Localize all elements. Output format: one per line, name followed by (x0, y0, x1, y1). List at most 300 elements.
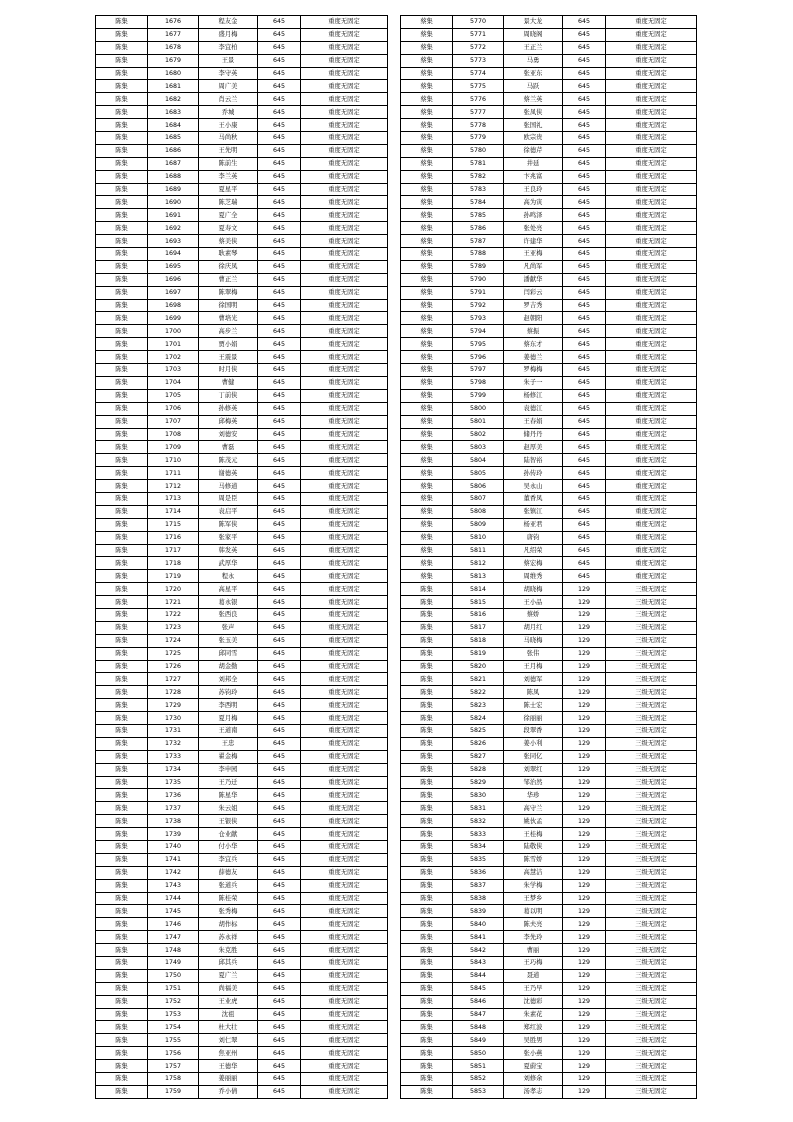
name-cell: 夏星平 (199, 183, 258, 196)
name-cell: 肖云兰 (199, 93, 258, 106)
town-cell: 陈集 (401, 828, 453, 841)
category-cell: 三级无固定 (606, 1047, 697, 1060)
town-cell: 陈集 (96, 364, 148, 377)
table-row (96, 428, 388, 441)
town-cell: 蔡集 (401, 441, 453, 454)
serial-number-cell: 1685 (148, 132, 199, 145)
amount-cell: 645 (563, 544, 606, 557)
name-cell: 王景 (199, 54, 258, 67)
amount-cell: 645 (258, 995, 301, 1008)
category-cell: 重度无固定 (301, 1021, 388, 1034)
serial-number-cell: 5845 (453, 982, 504, 995)
town-cell: 蔡集 (401, 67, 453, 80)
category-cell: 重度无固定 (301, 866, 388, 879)
amount-cell: 645 (563, 28, 606, 41)
table-row (401, 132, 697, 145)
table-row (96, 634, 388, 647)
category-cell: 重度无固定 (301, 931, 388, 944)
town-cell: 陈集 (401, 776, 453, 789)
name-cell: 周晓阁 (504, 28, 563, 41)
table-row (96, 969, 388, 982)
name-cell: 盛月梅 (199, 28, 258, 41)
name-cell: 张处亮 (504, 222, 563, 235)
amount-cell: 645 (258, 1060, 301, 1073)
amount-cell: 645 (258, 763, 301, 776)
table-row (96, 312, 388, 325)
serial-number-cell: 5821 (453, 673, 504, 686)
category-cell: 重度无固定 (301, 621, 388, 634)
amount-cell: 129 (563, 853, 606, 866)
town-cell: 陈集 (96, 132, 148, 145)
town-cell: 陈集 (96, 583, 148, 596)
table-row (96, 93, 388, 106)
amount-cell: 645 (563, 480, 606, 493)
serial-number-cell: 5816 (453, 608, 504, 621)
serial-number-cell: 5823 (453, 699, 504, 712)
name-cell: 徐庆凤 (199, 260, 258, 273)
table-row (96, 750, 388, 763)
category-cell: 重度无固定 (301, 286, 388, 299)
amount-cell: 645 (258, 351, 301, 364)
town-cell: 陈集 (96, 235, 148, 248)
name-cell: 张秀梅 (199, 905, 258, 918)
category-cell: 重度无固定 (606, 286, 697, 299)
amount-cell: 645 (258, 273, 301, 286)
table-row (401, 879, 697, 892)
name-cell: 马勇 (504, 54, 563, 67)
category-cell: 重度无固定 (301, 969, 388, 982)
table-row (96, 119, 388, 132)
serial-number-cell: 1682 (148, 93, 199, 106)
table-row (401, 428, 697, 441)
name-cell: 沈祖 (199, 1008, 258, 1021)
category-cell: 重度无固定 (301, 16, 388, 29)
town-cell: 陈集 (96, 866, 148, 879)
town-cell: 蔡集 (401, 299, 453, 312)
town-cell: 陈集 (96, 1034, 148, 1047)
name-cell: 贾小娟 (199, 338, 258, 351)
name-cell: 姜小利 (504, 737, 563, 750)
category-cell: 三级无固定 (606, 1085, 697, 1098)
serial-number-cell: 1748 (148, 944, 199, 957)
name-cell: 胡月红 (504, 621, 563, 634)
table-row (96, 170, 388, 183)
category-cell: 三级无固定 (606, 712, 697, 725)
amount-cell: 645 (258, 415, 301, 428)
town-cell: 蔡集 (401, 170, 453, 183)
amount-cell: 645 (258, 1021, 301, 1034)
category-cell: 重度无固定 (301, 54, 388, 67)
town-cell: 蔡集 (401, 557, 453, 570)
name-cell: 夏广兰 (199, 969, 258, 982)
serial-number-cell: 1690 (148, 196, 199, 209)
serial-number-cell: 1725 (148, 647, 199, 660)
category-cell: 重度无固定 (606, 183, 697, 196)
amount-cell: 645 (258, 235, 301, 248)
name-cell: 张同亿 (504, 750, 563, 763)
town-cell: 陈集 (96, 170, 148, 183)
serial-number-cell: 5778 (453, 119, 504, 132)
table-row (401, 235, 697, 248)
amount-cell: 645 (258, 132, 301, 145)
amount-cell: 645 (258, 492, 301, 505)
serial-number-cell: 5853 (453, 1085, 504, 1098)
serial-number-cell: 1758 (148, 1073, 199, 1086)
table-row (401, 467, 697, 480)
town-cell: 陈集 (401, 944, 453, 957)
amount-cell: 645 (258, 93, 301, 106)
table-row (96, 1034, 388, 1047)
name-cell: 曹丽 (504, 944, 563, 957)
name-cell: 储丹丹 (504, 428, 563, 441)
serial-number-cell: 1734 (148, 763, 199, 776)
left-table-body (96, 16, 388, 1099)
serial-number-cell: 1701 (148, 338, 199, 351)
name-cell: 姜丽丽 (199, 1073, 258, 1086)
town-cell: 蔡集 (401, 183, 453, 196)
name-cell: 王德华 (199, 1060, 258, 1073)
table-row (96, 995, 388, 1008)
serial-number-cell: 5784 (453, 196, 504, 209)
category-cell: 三级无固定 (606, 892, 697, 905)
serial-number-cell: 1717 (148, 544, 199, 557)
amount-cell: 645 (258, 944, 301, 957)
amount-cell: 645 (258, 54, 301, 67)
serial-number-cell: 5803 (453, 441, 504, 454)
amount-cell: 129 (563, 634, 606, 647)
table-row (96, 570, 388, 583)
category-cell: 三级无固定 (606, 1073, 697, 1086)
amount-cell: 645 (258, 789, 301, 802)
amount-cell: 129 (563, 944, 606, 957)
name-cell: 夏蔚宝 (504, 1060, 563, 1073)
amount-cell: 645 (563, 248, 606, 261)
amount-cell: 645 (258, 248, 301, 261)
town-cell: 陈集 (401, 1047, 453, 1060)
amount-cell: 645 (563, 312, 606, 325)
serial-number-cell: 1718 (148, 557, 199, 570)
table-row (96, 80, 388, 93)
table-row (401, 183, 697, 196)
amount-cell: 129 (563, 957, 606, 970)
town-cell: 蔡集 (401, 260, 453, 273)
name-cell: 杨修江 (504, 389, 563, 402)
town-cell: 陈集 (96, 454, 148, 467)
amount-cell: 645 (563, 428, 606, 441)
amount-cell: 129 (563, 1085, 606, 1098)
town-cell: 陈集 (96, 518, 148, 531)
amount-cell: 645 (258, 957, 301, 970)
category-cell: 三级无固定 (606, 737, 697, 750)
serial-number-cell: 1695 (148, 260, 199, 273)
category-cell: 三级无固定 (606, 918, 697, 931)
serial-number-cell: 1744 (148, 892, 199, 905)
amount-cell: 645 (258, 802, 301, 815)
town-cell: 陈集 (96, 892, 148, 905)
name-cell: 高为寅 (504, 196, 563, 209)
town-cell: 蔡集 (401, 415, 453, 428)
name-cell: 李守英 (199, 67, 258, 80)
category-cell: 重度无固定 (301, 299, 388, 312)
town-cell: 陈集 (401, 995, 453, 1008)
name-cell: 赵厚美 (504, 441, 563, 454)
category-cell: 重度无固定 (301, 918, 388, 931)
name-cell: 陈茂元 (199, 454, 258, 467)
name-cell: 王震景 (199, 351, 258, 364)
amount-cell: 645 (258, 608, 301, 621)
town-cell: 陈集 (96, 699, 148, 712)
town-cell: 蔡集 (401, 351, 453, 364)
category-cell: 重度无固定 (606, 132, 697, 145)
name-cell: 刘邦全 (199, 673, 258, 686)
table-row (401, 54, 697, 67)
category-cell: 重度无固定 (301, 492, 388, 505)
category-cell: 三级无固定 (606, 776, 697, 789)
name-cell: 王桂梅 (504, 828, 563, 841)
town-cell: 陈集 (401, 879, 453, 892)
category-cell: 重度无固定 (301, 144, 388, 157)
town-cell: 陈集 (96, 338, 148, 351)
amount-cell: 645 (258, 828, 301, 841)
name-cell: 葛以明 (504, 905, 563, 918)
category-cell: 重度无固定 (301, 312, 388, 325)
name-cell: 王春娟 (504, 415, 563, 428)
name-cell: 陈翠梅 (199, 286, 258, 299)
name-cell: 周广美 (199, 80, 258, 93)
serial-number-cell: 1679 (148, 54, 199, 67)
name-cell: 李兰英 (199, 170, 258, 183)
table-row (96, 841, 388, 854)
table-row (401, 364, 697, 377)
category-cell: 三级无固定 (606, 789, 697, 802)
table-row (96, 905, 388, 918)
serial-number-cell: 1708 (148, 428, 199, 441)
serial-number-cell: 5773 (453, 54, 504, 67)
town-cell: 蔡集 (401, 132, 453, 145)
serial-number-cell: 1721 (148, 596, 199, 609)
town-cell: 陈集 (96, 54, 148, 67)
table-row (96, 351, 388, 364)
amount-cell: 645 (258, 41, 301, 54)
category-cell: 重度无固定 (301, 763, 388, 776)
serial-number-cell: 5795 (453, 338, 504, 351)
category-cell: 重度无固定 (606, 196, 697, 209)
amount-cell: 645 (563, 106, 606, 119)
name-cell: 沈德彩 (504, 995, 563, 1008)
name-cell: 高星平 (199, 583, 258, 596)
amount-cell: 645 (258, 982, 301, 995)
table-row (96, 492, 388, 505)
table-row (96, 28, 388, 41)
name-cell: 马跃 (504, 80, 563, 93)
name-cell: 马修道 (199, 480, 258, 493)
town-cell: 陈集 (96, 248, 148, 261)
town-cell: 陈集 (401, 1073, 453, 1086)
town-cell: 蔡集 (401, 144, 453, 157)
amount-cell: 129 (563, 1008, 606, 1021)
serial-number-cell: 5786 (453, 222, 504, 235)
serial-number-cell: 1733 (148, 750, 199, 763)
name-cell: 陈士宏 (504, 699, 563, 712)
serial-number-cell: 1749 (148, 957, 199, 970)
town-cell: 蔡集 (401, 428, 453, 441)
category-cell: 重度无固定 (606, 93, 697, 106)
amount-cell: 129 (563, 1073, 606, 1086)
table-row (96, 828, 388, 841)
table-row (401, 1021, 697, 1034)
name-cell: 胡金勤 (199, 660, 258, 673)
town-cell: 陈集 (401, 750, 453, 763)
town-cell: 陈集 (96, 183, 148, 196)
table-row (401, 918, 697, 931)
name-cell: 李先玲 (504, 931, 563, 944)
name-cell: 李申园 (199, 763, 258, 776)
amount-cell: 645 (563, 170, 606, 183)
table-row (401, 480, 697, 493)
name-cell: 赵朝阳 (504, 312, 563, 325)
serial-number-cell: 1746 (148, 918, 199, 931)
category-cell: 重度无固定 (301, 41, 388, 54)
name-cell: 付小华 (199, 841, 258, 854)
amount-cell: 645 (258, 106, 301, 119)
name-cell: 朱学梅 (504, 879, 563, 892)
town-cell: 陈集 (96, 1085, 148, 1098)
serial-number-cell: 1696 (148, 273, 199, 286)
category-cell: 重度无固定 (301, 505, 388, 518)
category-cell: 重度无固定 (301, 841, 388, 854)
town-cell: 陈集 (96, 969, 148, 982)
town-cell: 陈集 (401, 699, 453, 712)
category-cell: 重度无固定 (301, 467, 388, 480)
category-cell: 重度无固定 (606, 492, 697, 505)
category-cell: 重度无固定 (301, 132, 388, 145)
serial-number-cell: 5838 (453, 892, 504, 905)
category-cell: 重度无固定 (606, 119, 697, 132)
serial-number-cell: 1732 (148, 737, 199, 750)
category-cell: 重度无固定 (606, 389, 697, 402)
name-cell: 王梦乡 (504, 892, 563, 905)
amount-cell: 645 (563, 157, 606, 170)
name-cell: 井延 (504, 157, 563, 170)
table-row (401, 828, 697, 841)
town-cell: 陈集 (96, 544, 148, 557)
serial-number-cell: 5776 (453, 93, 504, 106)
table-row (401, 415, 697, 428)
category-cell: 重度无固定 (301, 1034, 388, 1047)
town-cell: 陈集 (96, 286, 148, 299)
town-cell: 陈集 (96, 905, 148, 918)
table-row (96, 583, 388, 596)
table-row (96, 557, 388, 570)
table-row (96, 802, 388, 815)
table-row (96, 763, 388, 776)
serial-number-cell: 5777 (453, 106, 504, 119)
name-cell: 王忠 (199, 737, 258, 750)
name-cell: 陈军侠 (199, 518, 258, 531)
amount-cell: 645 (258, 815, 301, 828)
serial-number-cell: 1751 (148, 982, 199, 995)
serial-number-cell: 1688 (148, 170, 199, 183)
serial-number-cell: 5834 (453, 841, 504, 854)
serial-number-cell: 5783 (453, 183, 504, 196)
table-row (401, 93, 697, 106)
table-row (401, 931, 697, 944)
name-cell: 潘献华 (504, 273, 563, 286)
serial-number-cell: 1735 (148, 776, 199, 789)
name-cell: 唐钧 (504, 531, 563, 544)
category-cell: 重度无固定 (301, 402, 388, 415)
name-cell: 景大龙 (504, 16, 563, 29)
table-row (96, 299, 388, 312)
serial-number-cell: 5804 (453, 454, 504, 467)
table-row (96, 260, 388, 273)
name-cell: 华珍 (504, 789, 563, 802)
category-cell: 重度无固定 (301, 170, 388, 183)
serial-number-cell: 1693 (148, 235, 199, 248)
amount-cell: 645 (258, 621, 301, 634)
serial-number-cell: 1706 (148, 402, 199, 415)
category-cell: 重度无固定 (301, 557, 388, 570)
serial-number-cell: 5820 (453, 660, 504, 673)
table-row (401, 209, 697, 222)
amount-cell: 645 (563, 492, 606, 505)
table-row (401, 1085, 697, 1098)
amount-cell: 129 (563, 841, 606, 854)
town-cell: 陈集 (401, 853, 453, 866)
serial-number-cell: 1731 (148, 724, 199, 737)
table-row (401, 995, 697, 1008)
name-cell: 胡作标 (199, 918, 258, 931)
name-cell: 苏钧玲 (199, 686, 258, 699)
name-cell: 吴永山 (504, 480, 563, 493)
amount-cell: 129 (563, 686, 606, 699)
town-cell: 陈集 (401, 815, 453, 828)
amount-cell: 645 (563, 505, 606, 518)
serial-number-cell: 5809 (453, 518, 504, 531)
amount-cell: 645 (258, 776, 301, 789)
table-row (401, 67, 697, 80)
serial-number-cell: 5785 (453, 209, 504, 222)
amount-cell: 645 (563, 222, 606, 235)
amount-cell: 645 (258, 686, 301, 699)
category-cell: 重度无固定 (301, 235, 388, 248)
serial-number-cell: 5800 (453, 402, 504, 415)
amount-cell: 129 (563, 724, 606, 737)
table-row (96, 235, 388, 248)
name-cell: 欧宗贵 (504, 132, 563, 145)
category-cell: 重度无固定 (301, 441, 388, 454)
table-row (96, 1008, 388, 1021)
category-cell: 重度无固定 (606, 144, 697, 157)
table-row (96, 454, 388, 467)
serial-number-cell: 1756 (148, 1047, 199, 1060)
serial-number-cell: 1724 (148, 634, 199, 647)
category-cell: 三级无固定 (606, 699, 697, 712)
category-cell: 重度无固定 (301, 1008, 388, 1021)
town-cell: 陈集 (96, 480, 148, 493)
table-row (401, 222, 697, 235)
name-cell: 曹培光 (199, 312, 258, 325)
category-cell: 重度无固定 (606, 106, 697, 119)
town-cell: 陈集 (401, 841, 453, 854)
town-cell: 蔡集 (401, 222, 453, 235)
town-cell: 蔡集 (401, 467, 453, 480)
category-cell: 重度无固定 (606, 248, 697, 261)
category-cell: 重度无固定 (301, 376, 388, 389)
serial-number-cell: 5817 (453, 621, 504, 634)
town-cell: 蔡集 (401, 248, 453, 261)
serial-number-cell: 5799 (453, 389, 504, 402)
